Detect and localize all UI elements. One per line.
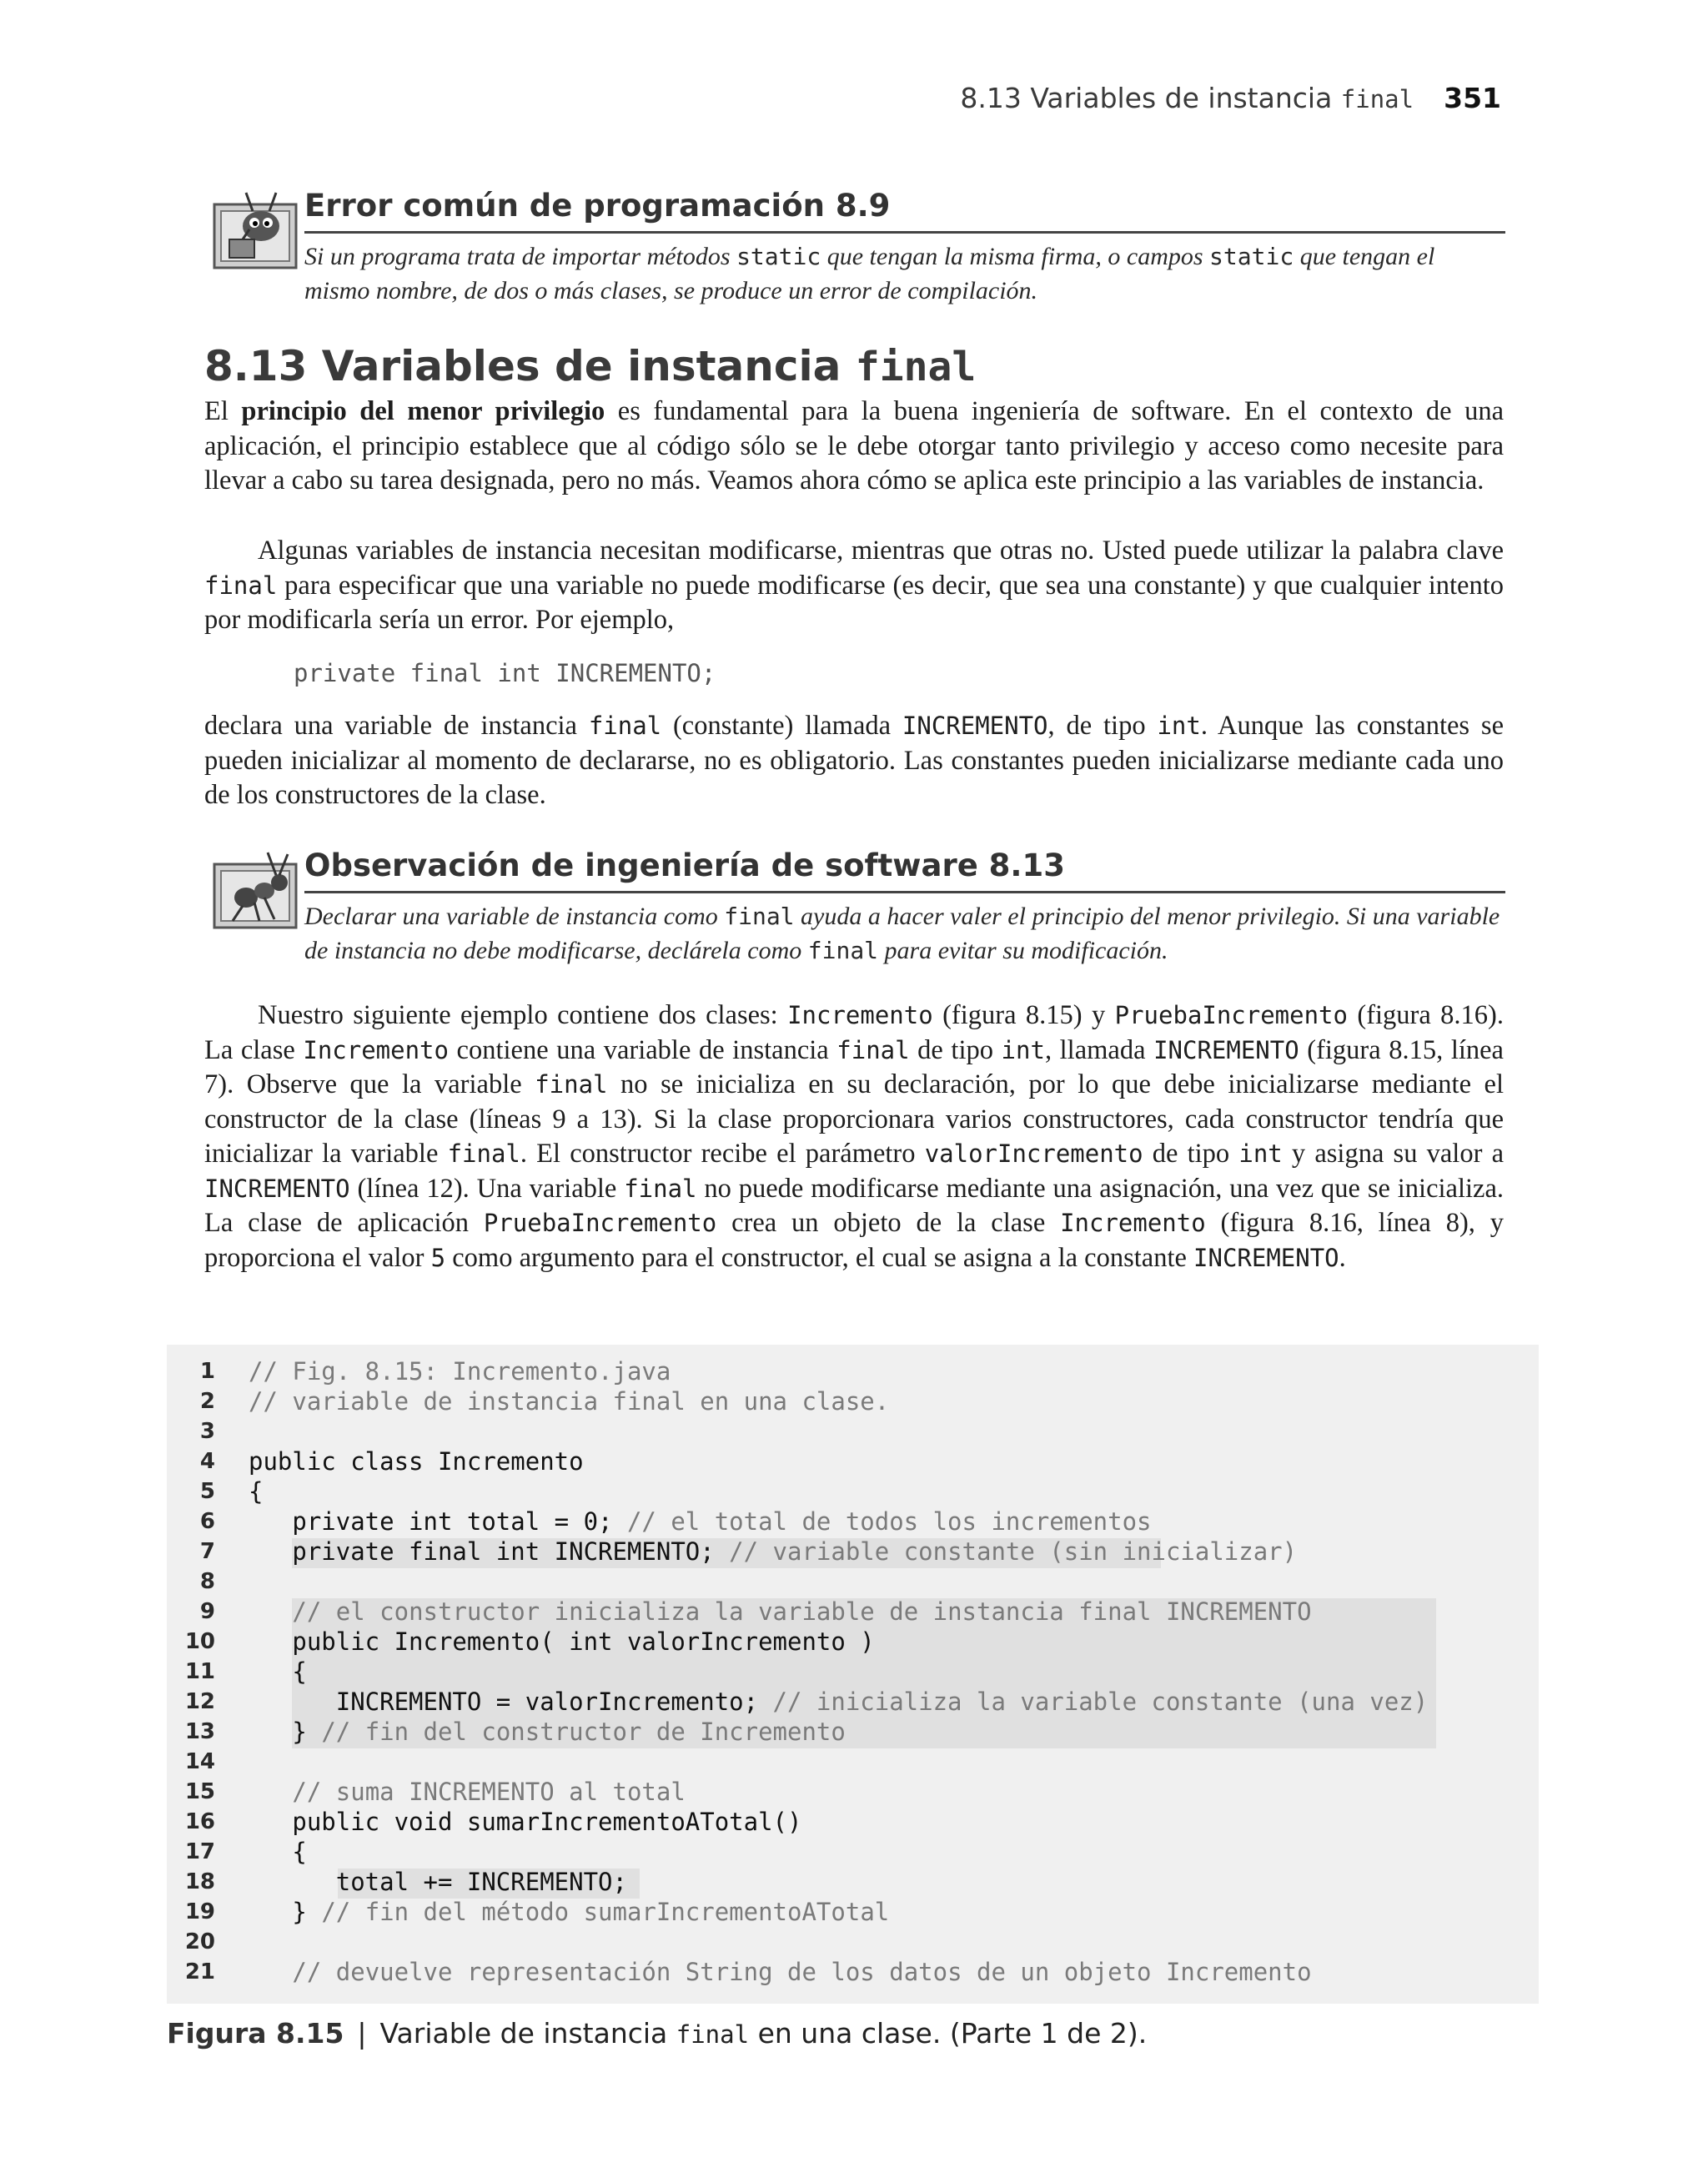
- code-line: [167, 1837, 1539, 1867]
- line-number: 3: [199, 1419, 215, 1444]
- code-listing: [167, 1345, 1539, 2004]
- text: como argumento para el constructor, el cual se asigna a la constante: [445, 1242, 1194, 1273]
- tip-text-part: que tengan el mismo nombre, de dos o más clases, se produce un error de compilación.: [304, 243, 1435, 304]
- line-number: 16: [184, 1809, 215, 1834]
- caption-code: final: [676, 2020, 750, 2049]
- line-number: 4: [199, 1449, 215, 1474]
- line-code: private final int INCREMENTO; // variable constante (sin inicializar): [249, 1537, 1298, 1566]
- line-code: total += INCREMENTO;: [249, 1868, 627, 1896]
- inline-code: valorIncremento: [924, 1139, 1143, 1168]
- inline-code: int: [1238, 1139, 1283, 1168]
- line-number: 6: [199, 1509, 215, 1534]
- text: (figura 8.16, línea 8), y proporciona el valor: [204, 1208, 1504, 1273]
- bold-term: principio del menor privilegio: [241, 396, 605, 426]
- code-line: [167, 1657, 1539, 1687]
- tip-title: Error común de programación 8.9: [304, 188, 891, 224]
- tip-text: [304, 899, 1505, 968]
- code-line: [167, 1957, 1539, 1987]
- inline-code: int: [1001, 1035, 1045, 1064]
- tip-text-part: Si un programa trata de importar métodos: [304, 243, 737, 270]
- code-comment: // devuelve representación String de los datos de un objeto Incremento: [292, 1958, 1312, 1986]
- line-number: 17: [184, 1839, 215, 1864]
- section-heading-code: final: [855, 344, 977, 390]
- text: contiene una variable de instancia: [448, 1034, 837, 1065]
- line-number: 8: [199, 1569, 215, 1594]
- tip-text-part: Declarar una variable de instancia como: [304, 903, 725, 930]
- paragraph-4: [204, 998, 1504, 1275]
- text: Algunas variables de instancia necesitan modificarse, mientras que otras no. Usted puede utilizar la palabra clave: [258, 536, 1504, 566]
- code-line: [167, 1446, 1539, 1476]
- inline-code: final: [535, 1070, 608, 1099]
- tip-title: Observación de ingeniería de software 8.13: [304, 848, 1065, 883]
- page-number: 351: [1444, 82, 1501, 114]
- line-number: 14: [184, 1749, 215, 1774]
- line-code: [249, 1386, 889, 1416]
- tip-text-part: ayuda a hacer valer el principio del menor privilegio. Si una variable de instancia no debe modificarse, declárela como: [304, 903, 1500, 964]
- inline-code: Incremento: [303, 1035, 449, 1064]
- inline-code: final: [204, 571, 278, 600]
- caption-separator: |: [357, 2017, 367, 2050]
- text: de tipo: [909, 1034, 1002, 1065]
- tip-rule: [304, 231, 1505, 234]
- line-number: 5: [199, 1479, 215, 1504]
- paragraph-1: [204, 395, 1504, 499]
- line-number: 19: [184, 1899, 215, 1924]
- code-line: [167, 1687, 1539, 1717]
- inline-code: INCREMENTO: [1193, 1243, 1339, 1272]
- line-code: } // fin del constructor de Incremento: [249, 1718, 846, 1746]
- code-line: [167, 1597, 1539, 1627]
- text: no se inicializa en su declaración, por lo que debe inicializarse mediante el constructor de la clase (líneas 9 a 13). Si la clase proporcionara varios constructores, cada constructor tendría que inicializar la variable: [204, 1069, 1504, 1169]
- text: y asigna su valor a: [1282, 1139, 1504, 1169]
- code-line: [167, 1867, 1539, 1897]
- inline-code: final: [447, 1139, 520, 1168]
- code-comment: // fin del constructor de Incremento: [321, 1718, 846, 1746]
- line-code: [249, 1777, 686, 1807]
- code-line: [167, 1747, 1539, 1777]
- tip-code: final: [807, 937, 879, 964]
- code-comment: // inicializa la variable constante (una vez): [772, 1688, 1429, 1716]
- figure-caption: [167, 2017, 1147, 2050]
- code-comment: // suma INCREMENTO al total: [292, 1778, 686, 1806]
- tip-text-part: que tengan la misma firma, o campos: [821, 243, 1210, 270]
- code-line: [167, 1807, 1539, 1837]
- code-line: [167, 1356, 1539, 1386]
- caption-text: Variable de instancia: [379, 2017, 676, 2050]
- line-code: public class Incremento: [249, 1447, 584, 1476]
- line-code: INCREMENTO = valorIncremento; // inicializa la variable constante (una vez): [249, 1688, 1429, 1716]
- text: declara una variable de instancia: [204, 711, 589, 741]
- code-comment: // el constructor inicializa la variable de instancia final INCREMENTO: [292, 1597, 1312, 1626]
- code-line: [167, 1386, 1539, 1416]
- code-comment: // variable de instancia final en una clase.: [249, 1387, 890, 1416]
- header-section: 8.13 Variables de instancia: [960, 82, 1341, 114]
- code-line: [167, 1897, 1539, 1927]
- text: Nuestro siguiente ejemplo contiene dos clases:: [258, 1000, 788, 1030]
- software-engineering-tip: [213, 848, 1505, 981]
- tip-rule: [304, 891, 1505, 893]
- text: (constante) llamada: [661, 711, 902, 741]
- inline-code: Incremento: [787, 1001, 933, 1029]
- code-example: private final int INCREMENTO;: [294, 659, 716, 687]
- text: para especificar que una variable no puede modificarse (es decir, que sea una constante) y que cualquier intento por modificarla sería un error. Por ejemplo,: [204, 570, 1504, 635]
- code-line: [167, 1476, 1539, 1506]
- line-number: 7: [199, 1539, 215, 1564]
- inline-code: int: [1157, 712, 1201, 740]
- inline-code: PruebaIncremento: [1114, 1001, 1348, 1029]
- code-line: [167, 1537, 1539, 1567]
- code-comment: // el total de todos los incrementos: [626, 1507, 1152, 1536]
- line-number: 15: [184, 1779, 215, 1804]
- line-code: public Incremento( int valorIncremento ): [249, 1627, 875, 1656]
- text: crea un objeto de la clase: [716, 1208, 1061, 1238]
- line-number: 9: [199, 1599, 215, 1624]
- running-header: [917, 82, 1501, 114]
- caption-text: en una clase. (Parte 1 de 2).: [749, 2017, 1148, 2050]
- text: es fundamental para la buena ingeniería de software. En el contexto de una aplicación, el principio establece que al código sólo se le debe otorgar tanto privilegio y acceso como necesite para llevar a cabo su tarea designada, pero no más. Veamos ahora cómo se aplica este principio a las variables de instancia.: [204, 396, 1504, 495]
- tip-code: final: [724, 903, 795, 930]
- inline-code: INCREMENTO: [902, 712, 1048, 740]
- line-code: private int total = 0; // el total de todos los incrementos: [249, 1507, 1152, 1536]
- code-line: [167, 1717, 1539, 1747]
- text: (figura 8.16). La clase: [204, 1000, 1504, 1065]
- line-code: {: [249, 1657, 307, 1686]
- line-code: [249, 1356, 671, 1386]
- line-code: {: [249, 1477, 264, 1506]
- text: El: [204, 396, 242, 426]
- inline-code: INCREMENTO: [1153, 1035, 1299, 1064]
- line-code: [249, 1597, 1312, 1627]
- code-line: [167, 1506, 1539, 1537]
- line-number: 11: [184, 1659, 215, 1684]
- code-line: [167, 1627, 1539, 1657]
- text: de tipo: [1143, 1139, 1239, 1169]
- text: .: [1339, 1242, 1346, 1273]
- text: (línea 12). Una variable: [349, 1173, 625, 1204]
- line-number: 20: [184, 1929, 215, 1954]
- text: , de tipo: [1047, 711, 1158, 741]
- tip-text-part: para evitar su modificación.: [878, 937, 1168, 964]
- line-number: 12: [184, 1689, 215, 1714]
- ant-icon: [213, 848, 299, 931]
- inline-code: final: [836, 1035, 910, 1064]
- code-comment: // Fig. 8.15: Incremento.java: [249, 1357, 671, 1386]
- paragraph-2: [204, 534, 1504, 638]
- bug-icon: [213, 188, 299, 271]
- line-code: public void sumarIncrementoATotal(): [249, 1808, 802, 1836]
- tip-code: static: [1209, 243, 1294, 270]
- inline-code: final: [588, 712, 662, 740]
- line-number: 21: [184, 1959, 215, 1984]
- text: no puede modificarse mediante una asignación, una vez que se inicializa. La clase de aplicación: [204, 1173, 1504, 1238]
- inline-code: PruebaIncremento: [483, 1209, 717, 1237]
- line-code: {: [249, 1838, 307, 1866]
- paragraph-3: [204, 709, 1504, 813]
- text: (figura 8.15, línea 7). Observe que la variable: [204, 1034, 1504, 1099]
- tip-code: static: [736, 243, 821, 270]
- code-comment: // variable constante (sin inicializar): [729, 1537, 1298, 1566]
- code-line: [167, 1416, 1539, 1446]
- line-number: 10: [184, 1629, 215, 1654]
- text: , llamada: [1044, 1034, 1154, 1065]
- text: . El constructor recibe el parámetro: [520, 1139, 925, 1169]
- inline-code: 5: [430, 1243, 446, 1272]
- figure-label: Figura 8.15: [167, 2017, 344, 2050]
- line-number: 2: [199, 1389, 215, 1414]
- code-line: [167, 1927, 1539, 1957]
- code-comment: // fin del método sumarIncrementoATotal: [321, 1898, 890, 1926]
- inline-code: Incremento: [1060, 1209, 1206, 1237]
- line-code: } // fin del método sumarIncrementoATotal: [249, 1898, 890, 1926]
- text: . Aunque las constantes se pueden inicializar al momento de declararse, no es obligatorio. Las constantes pueden inicializarse mediante cada uno de los constructores de la clase.: [204, 711, 1504, 810]
- inline-code: INCREMENTO: [204, 1174, 350, 1203]
- header-section-code: final: [1340, 85, 1414, 113]
- line-code: [249, 1957, 1312, 1987]
- line-number: 18: [184, 1869, 215, 1894]
- code-line: [167, 1777, 1539, 1807]
- section-heading: [204, 342, 976, 390]
- inline-code: final: [624, 1174, 697, 1203]
- text: (figura 8.15) y: [932, 1000, 1115, 1030]
- code-line: [167, 1567, 1539, 1597]
- line-number: 13: [184, 1719, 215, 1744]
- line-number: 1: [199, 1359, 215, 1384]
- programming-error-tip: [213, 188, 1505, 321]
- tip-text: [304, 239, 1505, 308]
- section-heading-text: 8.13 Variables de instancia: [204, 342, 856, 390]
